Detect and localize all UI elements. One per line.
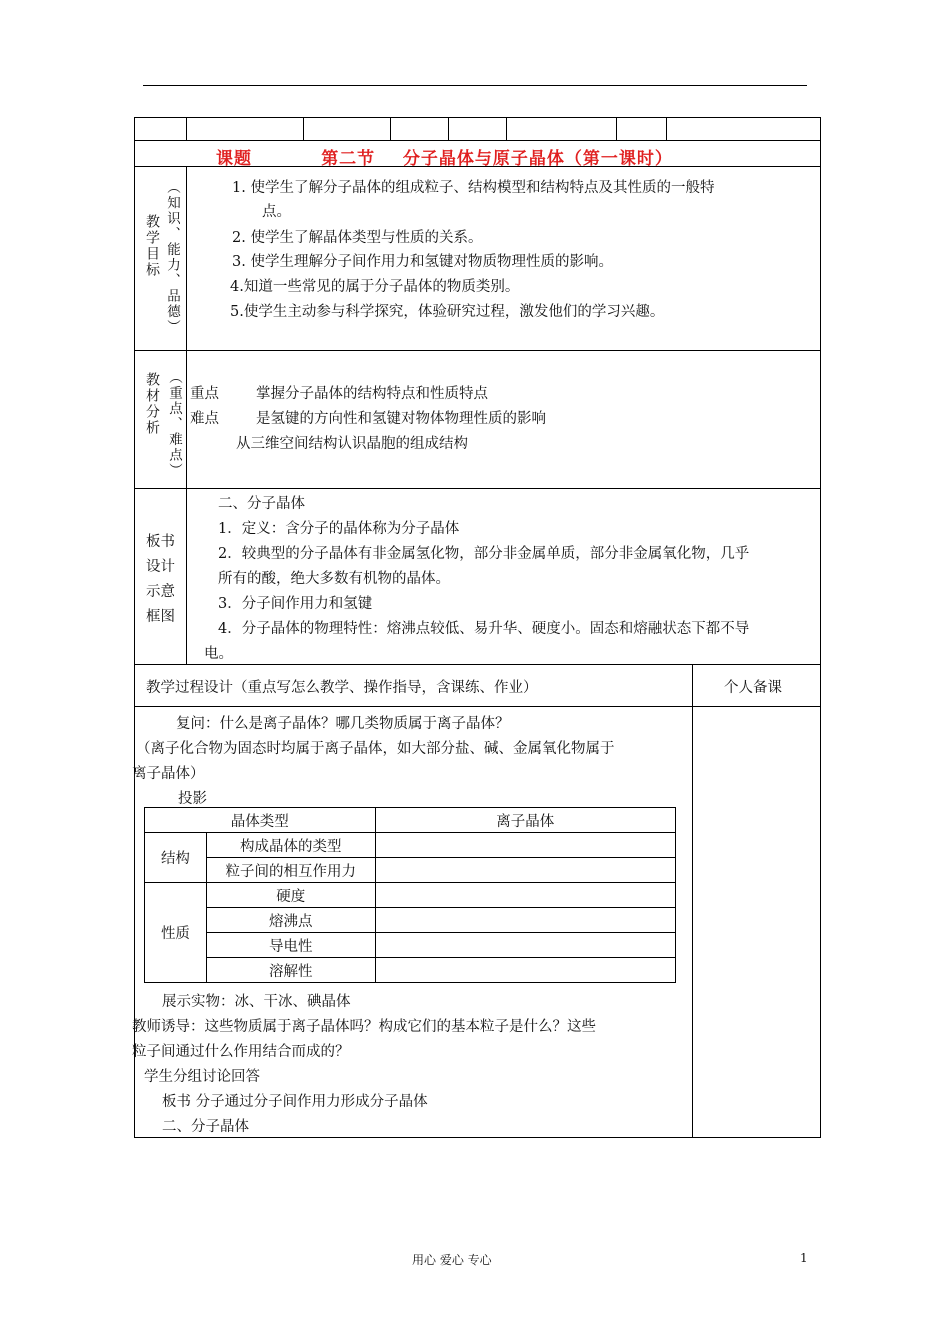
board-side-label-2: 设计 <box>146 559 175 575</box>
review-question: 复问：什么是离子晶体？哪几类物质属于离子晶体？ <box>176 716 510 732</box>
table-row-label: 构成晶体的类型 <box>206 833 375 858</box>
table-header-type: 晶体类型 <box>145 808 376 833</box>
board-line-3: 2．较典型的分子晶体有非金属氢化物，部分非金属单质，部分非金属氧化物，几乎 <box>218 546 750 562</box>
crystal-comparison-table <box>144 807 676 983</box>
objective-1: 1. 使学生了解分子晶体的组成粒子、结构模型和结构特点及其性质的一般特 <box>232 180 715 196</box>
key-point-label: 重点 <box>190 386 219 402</box>
title-text: 第二节 分子晶体与原子晶体（第一课时） <box>321 149 673 169</box>
board-line-4: 所有的酸，绝大多数有机物的晶体。 <box>218 571 450 587</box>
objective-4: 4.知道一些常见的属于分子晶体的物质类别。 <box>230 279 520 295</box>
table-cell <box>375 958 675 983</box>
section-heading: 二、分子晶体 <box>162 1119 249 1135</box>
analysis-side-sublabel: （重点、难点） <box>166 370 182 479</box>
table-header-ionic: 离子晶体 <box>375 808 675 833</box>
board-side-label-1: 板书 <box>146 534 175 550</box>
table-row-label: 导电性 <box>206 933 375 958</box>
board-side-label-4: 框图 <box>146 609 175 625</box>
board-note: 板书 分子通过分子间作用力形成分子晶体 <box>162 1094 428 1110</box>
objectives-side-label: 教学目标 <box>144 214 160 278</box>
student-discussion: 学生分组讨论回答 <box>144 1069 260 1085</box>
difficulty-label: 难点 <box>190 411 219 427</box>
table-row-label: 熔沸点 <box>206 908 375 933</box>
teacher-guide-2: 粒子间通过什么作用结合而成的？ <box>132 1044 350 1060</box>
header-rule <box>143 85 807 86</box>
board-line-1: 二、分子晶体 <box>218 496 305 512</box>
table-group-property: 性质 <box>145 883 207 983</box>
personal-prep-header: 个人备课 <box>724 680 782 696</box>
table-cell <box>375 908 675 933</box>
board-line-5: 3．分子间作用力和氢键 <box>218 596 373 612</box>
table-row-label: 粒子间的相互作用力 <box>206 858 375 883</box>
table-row-label: 硬度 <box>206 883 375 908</box>
objective-2: 2. 使学生了解晶体类型与性质的关系。 <box>232 230 483 246</box>
table-cell <box>375 833 675 858</box>
page-number: 1 <box>800 1251 808 1265</box>
objective-3: 3. 使学生理解分子间作用力和氢键对物质物理性质的影响。 <box>232 254 613 270</box>
table-cell <box>375 858 675 883</box>
projection-label: 投影 <box>178 791 207 807</box>
board-side-label-3: 示意 <box>146 584 175 600</box>
teacher-guide-1: 教师诱导：这些物质属于离子晶体吗？构成它们的基本粒子是什么？这些 <box>132 1019 596 1035</box>
title-label: 课题 <box>216 149 252 169</box>
board-line-7: 电。 <box>204 646 233 662</box>
key-point-text: 掌握分子晶体的结构特点和性质特点 <box>256 386 488 402</box>
objective-1-cont: 点。 <box>262 204 291 220</box>
table-cell <box>375 933 675 958</box>
difficulty-text: 是氢键的方向性和氢键对物体物理性质的影响 <box>256 411 546 427</box>
process-header: 教学过程设计（重点写怎么教学、操作指导，含课练、作业） <box>146 680 538 696</box>
footer-motto: 用心 爱心 专心 <box>412 1253 492 1267</box>
table-group-structure: 结构 <box>145 833 207 883</box>
review-answer-1: （离子化合物为固态时均属于离子晶体，如大部分盐、碱、金属氧化物属于 <box>136 741 615 757</box>
board-line-2: 1．定义：含分子的晶体称为分子晶体 <box>218 521 460 537</box>
show-objects: 展示实物：冰、干冰、碘晶体 <box>162 994 351 1010</box>
difficulty-extra: 从三维空间结构认识晶胞的组成结构 <box>236 436 468 452</box>
objectives-side-sublabel: （知识、能力、品德） <box>164 180 180 335</box>
objective-5: 5.使学生主动参与科学探究，体验研究过程，激发他们的学习兴趣。 <box>230 304 665 320</box>
review-answer-2: 离子晶体） <box>132 766 205 782</box>
board-line-6: 4．分子晶体的物理特性：熔沸点较低、易升华、硬度小。固态和熔融状态下都不导 <box>218 621 750 637</box>
table-row-label: 溶解性 <box>206 958 375 983</box>
analysis-side-label: 教材分析 <box>144 372 160 436</box>
table-cell <box>375 883 675 908</box>
